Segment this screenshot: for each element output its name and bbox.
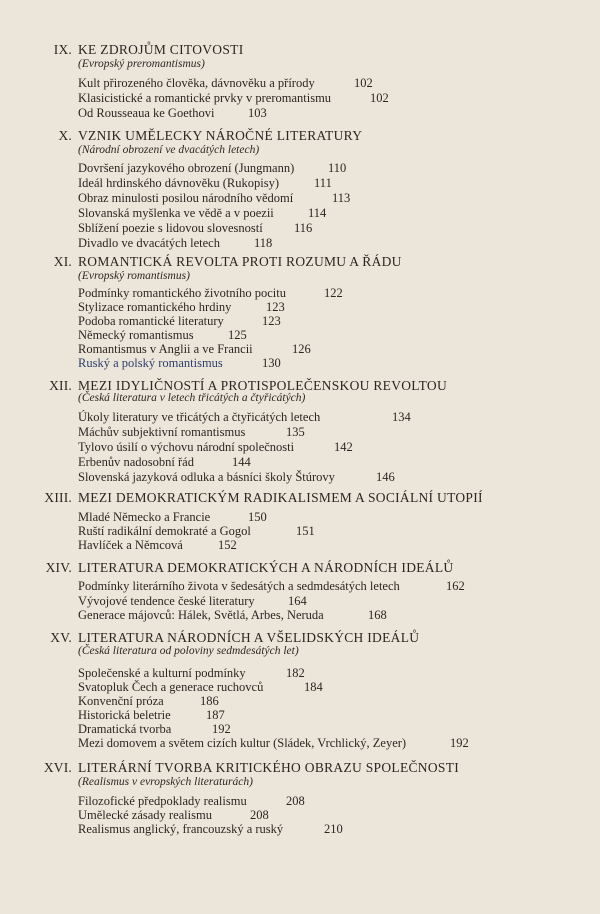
entry-page: 111 bbox=[314, 176, 332, 190]
entry-title: Od Rousseaua ke Goethovi bbox=[78, 106, 215, 120]
entry-title: Mezi domovem a světem cizích kultur (Sládek, Vrchlický, Zeyer) bbox=[78, 736, 407, 750]
entry-page: 151 bbox=[296, 524, 315, 538]
entry-page: 118 bbox=[254, 236, 273, 250]
entry-title: Konvenční próza bbox=[78, 694, 164, 708]
chapter-subtitle: (Česká literatura od poloviny sedmdesátých let) bbox=[78, 645, 299, 657]
entry-title: Slovenská jazyková odluka a básníci školy Štúrovy bbox=[78, 470, 335, 484]
entry-title: Generace májovců: Hálek, Světlá, Arbes, Neruda bbox=[78, 608, 324, 622]
entry-page: 192 bbox=[212, 722, 231, 736]
chapter-subtitle: (Evropský preromantismus) bbox=[78, 58, 205, 70]
entry-title: Podoba romantické literatury bbox=[78, 314, 224, 328]
entry-page: 168 bbox=[368, 608, 387, 622]
entry-page: 110 bbox=[328, 161, 347, 175]
entry-page: 102 bbox=[354, 76, 373, 90]
entry-page: 184 bbox=[304, 680, 323, 694]
entry-title: Společenské a kulturní podmínky bbox=[78, 666, 246, 680]
entry-title: Romantismus v Anglii a ve Francii bbox=[78, 342, 253, 356]
chapter-number: XI. bbox=[53, 254, 72, 269]
entry-page: 103 bbox=[248, 106, 267, 120]
entry-page: 150 bbox=[248, 510, 267, 524]
entry-page: 142 bbox=[334, 440, 353, 454]
entry-title: Ruský a polský romantismus bbox=[78, 356, 223, 370]
entry-title: Historická beletrie bbox=[78, 708, 171, 722]
entry-page: 146 bbox=[376, 470, 395, 484]
entry-title: Mladé Německo a Francie bbox=[78, 510, 211, 524]
entry-title: Německý romantismus bbox=[78, 328, 194, 342]
entry-page: 116 bbox=[294, 221, 313, 235]
chapter-title: LITERATURA DEMOKRATICKÝCH A NÁRODNÍCH IDEÁLŮ bbox=[78, 560, 454, 575]
entry-title: Vývojové tendence české literatury bbox=[78, 594, 255, 608]
entry-title: Obraz minulosti posilou národního vědomí bbox=[78, 191, 294, 205]
entry-page: 113 bbox=[332, 191, 351, 205]
entry-page: 187 bbox=[206, 708, 225, 722]
entry-page: 125 bbox=[228, 328, 247, 342]
entry-title: Tylovo úsilí o výchovu národní společnosti bbox=[78, 440, 295, 454]
entry-title: Kult přirozeného člověka, dávnověku a přírody bbox=[78, 76, 315, 90]
chapter-number: XIII. bbox=[44, 490, 72, 505]
entry-title: Podmínky romantického životního pocitu bbox=[78, 286, 286, 300]
entry-page: 192 bbox=[450, 736, 469, 750]
entry-title: Ideál hrdinského dávnověku (Rukopisy) bbox=[78, 176, 280, 190]
entry-page: 208 bbox=[286, 794, 305, 808]
entry-page: 210 bbox=[324, 822, 343, 836]
entry-page: 122 bbox=[324, 286, 343, 300]
entry-title: Slovanská myšlenka ve vědě a v poezii bbox=[78, 206, 274, 220]
entry-title: Klasicistické a romantické prvky v preromantismu bbox=[78, 91, 332, 105]
chapter-title: KE ZDROJŮM CITOVOSTI bbox=[78, 42, 244, 57]
entry-page: 208 bbox=[250, 808, 269, 822]
entry-title: Erbenův nadosobní řád bbox=[78, 455, 194, 469]
chapter-title: LITERÁRNÍ TVORBA KRITICKÉHO OBRAZU SPOLEČNOSTI bbox=[78, 760, 460, 775]
chapter-subtitle: (Česká literatura v letech třicátých a čtyřicátých) bbox=[78, 392, 306, 404]
entry-page: 102 bbox=[370, 91, 389, 105]
entry-title: Umělecké zásady realismu bbox=[78, 808, 212, 822]
chapter-number: X. bbox=[58, 128, 72, 143]
chapter-number: XV. bbox=[50, 630, 72, 645]
entry-title: Podmínky literárního života v šedesátých a sedmdesátých letech bbox=[78, 579, 400, 593]
entry-title: Realismus anglický, francouzský a ruský bbox=[78, 822, 284, 836]
entry-title: Havlíček a Němcová bbox=[78, 538, 183, 552]
chapter-title: VZNIK UMĚLECKY NÁROČNÉ LITERATURY bbox=[78, 128, 363, 143]
entry-page: 186 bbox=[200, 694, 219, 708]
chapter-number: IX. bbox=[53, 42, 72, 57]
entry-title: Dovršení jazykového obrození (Jungmann) bbox=[78, 161, 295, 175]
entry-page: 152 bbox=[218, 538, 237, 552]
chapter-subtitle: (Realismus v evropských literaturách) bbox=[78, 776, 253, 788]
chapter-title: ROMANTICKÁ REVOLTA PROTI ROZUMU A ŘÁDU bbox=[78, 254, 402, 269]
entry-page: 134 bbox=[392, 410, 411, 424]
entry-page: 135 bbox=[286, 425, 305, 439]
entry-title: Máchův subjektivní romantismus bbox=[78, 425, 246, 439]
entry-title: Sblížení poezie s lidovou slovesností bbox=[78, 221, 263, 235]
entry-page: 123 bbox=[262, 314, 281, 328]
entry-title: Úkoly literatury ve třicátých a čtyřicátých letech bbox=[78, 410, 321, 424]
entry-title: Ruští radikální demokraté a Gogol bbox=[78, 524, 251, 538]
entry-title: Divadlo ve dvacátých letech bbox=[78, 236, 220, 250]
entry-page: 182 bbox=[286, 666, 305, 680]
chapter-number: XII. bbox=[49, 378, 72, 393]
entry-title: Dramatická tvorba bbox=[78, 722, 172, 736]
chapter-subtitle: (Národní obrození ve dvacátých letech) bbox=[78, 144, 260, 156]
entry-page: 164 bbox=[288, 594, 307, 608]
entry-page: 144 bbox=[232, 455, 251, 469]
entry-page: 162 bbox=[446, 579, 465, 593]
chapter-subtitle: (Evropský romantismus) bbox=[78, 270, 190, 282]
entry-page: 126 bbox=[292, 342, 311, 356]
chapter-title: MEZI IDYLIČNOSTÍ A PROTISPOLEČENSKOU REVOLTOU bbox=[78, 378, 448, 393]
entry-page: 114 bbox=[308, 206, 327, 220]
chapter-title: MEZI DEMOKRATICKÝM RADIKALISMEM A SOCIÁLNÍ UTOPIÍ bbox=[78, 490, 483, 505]
entry-page: 123 bbox=[266, 300, 285, 314]
chapter-number: XIV. bbox=[45, 560, 72, 575]
chapter-title: LITERATURA NÁRODNÍCH A VŠELIDSKÝCH IDEÁLŮ bbox=[78, 630, 420, 645]
chapter-number: XVI. bbox=[43, 760, 72, 775]
entry-page: 130 bbox=[262, 356, 281, 370]
entry-title: Svatopluk Čech a generace ruchovců bbox=[78, 680, 264, 694]
entry-title: Stylizace romantického hrdiny bbox=[78, 300, 232, 314]
entry-title: Filozofické předpoklady realismu bbox=[78, 794, 247, 808]
